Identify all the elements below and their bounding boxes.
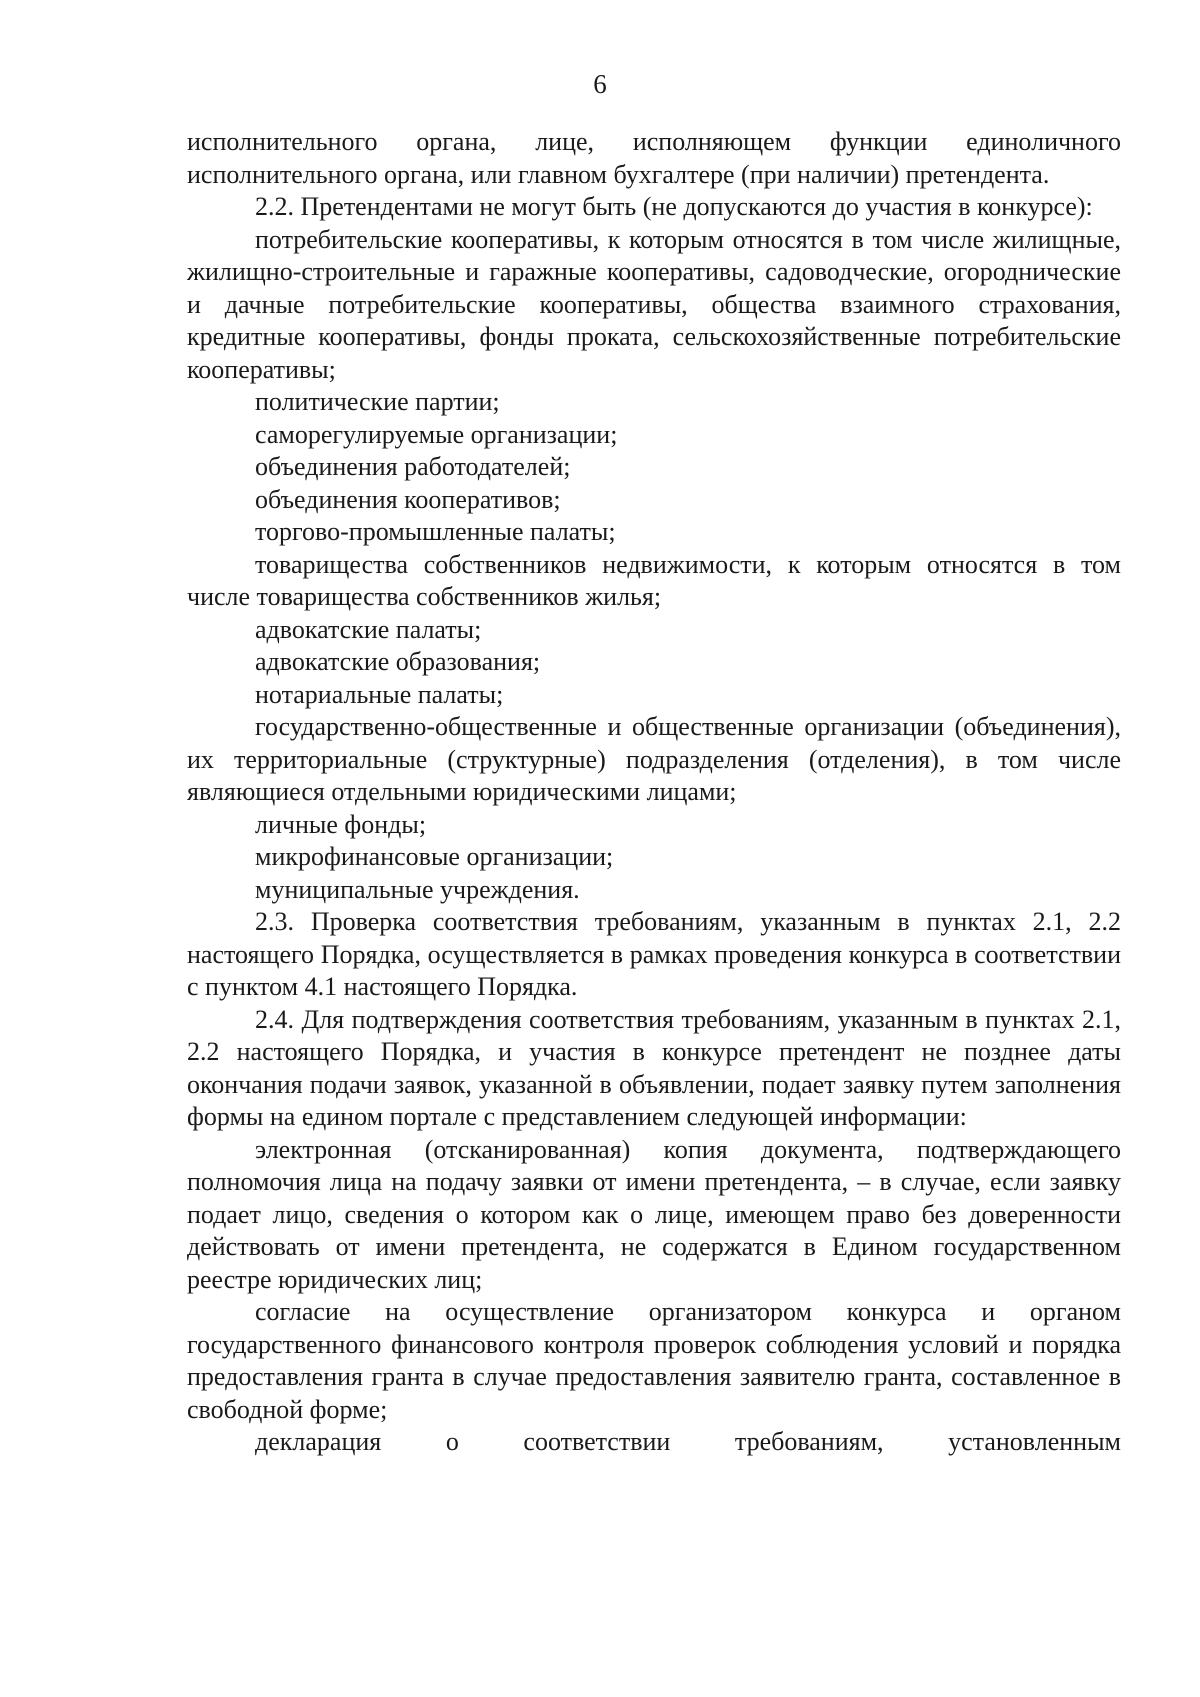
paragraph-clause-2-3: 2.3. Проверка соответствия требованиям, указанным в пунктах 2.1, 2.2 настоящего Порядка, осуществляется в рамках проведения конкурса в соответствии с пунктом 4.1 настоящего Порядка.	[187, 907, 1121, 1001]
paragraph-clause-2-2: 2.2. Претендентами не могут быть (не допускаются до участия в конкурсе):	[255, 192, 1093, 221]
list-item-notary-chambers: нотариальные палаты;	[255, 679, 504, 709]
page-number: 6	[593, 69, 607, 99]
list-item-bar-formations: адвокатские образования;	[255, 647, 541, 676]
paragraph-clause-2-4: 2.4. Для подтверждения соответствия требованиям, указанным в пунктах 2.1, 2.2 настоящего Порядка, и участия в конкурсе претендент не позднее даты окончания подачи заявок, указанной в объявлении, подает заявку путем заполнения формы на едином портале с представлением следующей информации:	[187, 1004, 1121, 1131]
list-item-consumer-cooperatives: потребительские кооперативы, к которым относятся в том числе жилищные, жилищно-строительные и гаражные кооперативы, садоводческие, огороднические и дачные потребительские кооперативы, общества взаимного страхования, кредитные кооперативы, фонды проката, сельскохозяйственные потребительские кооперативы;	[187, 224, 1121, 384]
list-item-public-organizations: государственно-общественные и общественные организации (объединения), их территориальные (структурные) подразделения (отделения), в том числе являющиеся отдельными юридическими лицами;	[187, 712, 1121, 806]
list-item-cooperative-associations: объединения кооперативов;	[255, 484, 561, 514]
document-body	[187, 126, 1121, 1459]
list-item-employers-associations: объединения работодателей;	[255, 452, 571, 481]
list-item-electronic-copy: электронная (отсканированная) копия документа, подтверждающего полномочия лица на подачу заявки от имени претендента, – в случае, если заявку подает лицо, сведения о котором как о лице, имеющем право без доверенности действовать от имени претендента, не содержатся в Едином государственном реестре юридических лиц;	[187, 1134, 1121, 1294]
list-item-property-owners: товарищества собственников недвижимости, к которым относятся в том числе товарищества собственников жилья;	[187, 549, 1121, 611]
list-item-consent: согласие на осуществление организатором конкурса и органом государственного финансового контроля проверок соблюдения условий и порядка предоставления гранта в случае предоставления заявителю гранта, составленное в свободной форме;	[187, 1297, 1121, 1424]
list-item-microfinance: микрофинансовые организации;	[255, 842, 614, 871]
paragraph-continuation: исполнительного органа, лице, исполняющем функции единоличного исполнительного органа, или главном бухгалтере (при наличии) претендента.	[187, 127, 1121, 189]
list-item-self-regulatory: саморегулируемые организации;	[255, 419, 618, 449]
list-item-municipal-institutions: муниципальные учреждения.	[255, 874, 580, 904]
list-item-chambers-of-commerce: торгово-промышленные палаты;	[255, 517, 616, 546]
list-item-political-parties: политические партии;	[255, 387, 500, 416]
list-item-declaration: декларация о соответствии требованиям, установленным	[255, 1427, 1121, 1456]
list-item-personal-funds: личные фонды;	[255, 809, 427, 839]
list-item-bar-chambers: адвокатские палаты;	[255, 614, 482, 644]
